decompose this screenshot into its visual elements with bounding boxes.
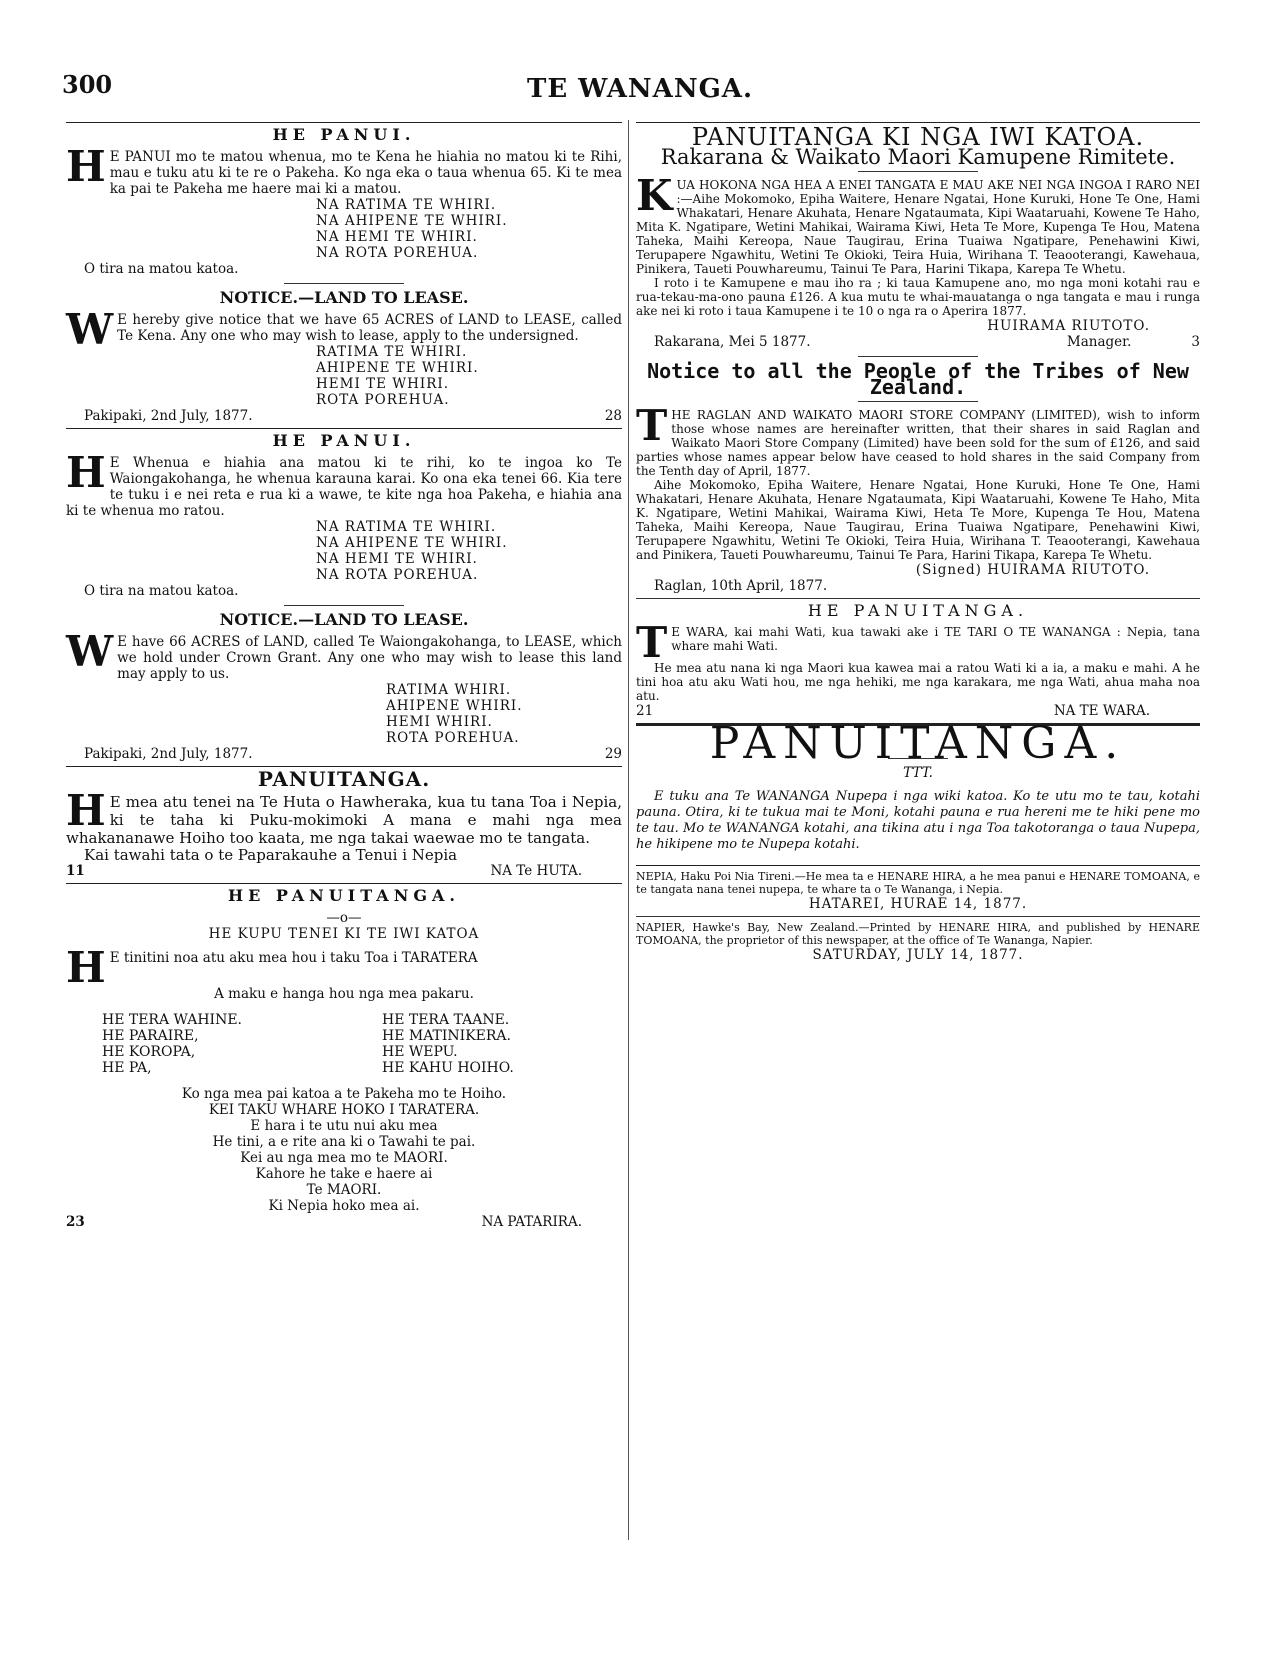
date: Raglan, 10th April, 1877. (654, 578, 828, 594)
left-column (66, 118, 622, 1230)
body (66, 448, 622, 519)
subtitle: Rakarana & Waikato Maori Kamupene Rimitete. (660, 145, 1176, 169)
body: NAPIER, Hawke's Bay, New Zealand.—Printed by HENARE HIRA, and published by HENARE TOMOANA, the proprietor of this newspaper, at the office of Te Wananga, Napier. (636, 921, 1200, 947)
signer: NA HEMI TE WHIRI. (316, 229, 478, 245)
items-grid (102, 1012, 622, 1076)
dateline (654, 334, 1200, 350)
date: Pakipaki, 2nd July, 1877. (84, 408, 253, 424)
body (636, 171, 1200, 276)
heading: PANUITANGA. (257, 767, 431, 791)
signer: RATIMA TE WHIRI. (316, 344, 468, 360)
item: HE PARAIRE, (102, 1028, 199, 1044)
dateline (84, 746, 622, 762)
verse-line: He tini, a e rite ana ki o Tawahi te pai. (212, 1134, 476, 1150)
right-column (636, 118, 1200, 963)
para2: Aihe Mokomoko, Epiha Waitere, Henare Ngatai, Hone Kuruki, Hone Te One, Hami Whakatari, Henare Akuhata, Henare Ngataumata, Kipi Waataruahi, Kowene Te Haho, Mita K. Ngatipare, Wetini Mahikai, Wairama Kiwi, Heta Te More, Kupenga Te Hou, Matena Taheka, Maihi Kereopa, Naue Taugirau, Erina Tuaiwa Ngatipare, Penehawini Kiwi, Terupapere Ngawhitu, Wetini Te Okioki, Teira Huia, Wirihana T. Teaooterangi, Kawehaua and Pinikera, Taueti Pouwhareumu, Tainui Te Para, Harini Tikapa, Karepa Te Whetu. (636, 478, 1200, 562)
drop-cap: H (66, 142, 106, 191)
address-line: Kai tawahi tata o te Paparakauhe a Tenui i Nepia (84, 846, 458, 864)
ad-number: 11 (66, 863, 85, 879)
subheading: HE KUPU TENEI KI TE IWI KATOA (208, 926, 480, 942)
verse-line: Ki Nepia hoko mea ai. (268, 1198, 420, 1214)
imprint-english (636, 921, 1200, 963)
body (66, 786, 622, 847)
drop-cap: K (636, 171, 673, 220)
dateline (66, 863, 622, 879)
item: HE PA, (102, 1060, 152, 1076)
rule (284, 605, 404, 606)
dateline (636, 703, 1200, 719)
notice-2 (66, 612, 622, 762)
heading: HE PANUITANGA. (807, 601, 1029, 620)
rule (66, 122, 622, 123)
rule (858, 171, 978, 172)
para2: I roto i te Kamupene e mau iho ra ; ki taua Kamupene ano, mo nga moni kotahi rau e rua-tekau-ma-ono pauna £126. A kua mutu te whai-mauatanga o nga tangata e mau i runga ake nei ki roto i taua Kamupene i te 10 o nga ra o Aperira 1877. (636, 276, 1200, 318)
body (66, 142, 622, 197)
column-divider (628, 120, 629, 1540)
heading: NOTICE.—LAND TO LEASE. (219, 610, 469, 629)
body (66, 627, 622, 682)
masthead: TE WANANGA. (526, 74, 754, 104)
body-text: E WARA, kai mahi Wati, kua tawaki ake i TE TARI O TE WANANGA : Nepia, tana whare mahi Wati. (671, 625, 1200, 653)
signer: NA RATIMA TE WHIRI. (316, 197, 497, 213)
item: HE TERA WAHINE. (102, 1012, 242, 1028)
panuitanga-huta (66, 767, 622, 879)
signer: HEMI WHIRI. (386, 714, 493, 730)
ad-number: 3 (1191, 334, 1200, 350)
drop-cap: H (66, 448, 106, 497)
panui-2 (66, 433, 622, 599)
heading: HE PANUI. (272, 431, 416, 450)
rule (636, 865, 1200, 866)
signer: NA ROTA POREHUA. (316, 567, 479, 583)
body: NEPIA, Haku Poi Nia Tireni.—He mea ta e HENARE HIRA, a he mea panui e HENARE TOMOANA, e te tangata nana tenei nupepa, te whare ta o Te Wananga, i Nepia. (636, 870, 1200, 896)
ad-number: 23 (66, 1214, 85, 1230)
body-text: E tinitini noa atu aku mea hou i taku Toa i TARATERA (109, 950, 478, 966)
signer: NA AHIPENE TE WHIRI. (316, 213, 508, 229)
rule (636, 598, 1200, 599)
item: HE KAHU HOIHO. (382, 1060, 514, 1076)
title: Notice to all the People of the Tribes of New Zealand. (647, 359, 1189, 399)
verse-line: Kahore he take e haere ai (255, 1166, 433, 1182)
rule (66, 428, 622, 429)
body-text: HE RAGLAN AND WAIKATO MAORI STORE COMPANY (LIMITED), wish to inform those whose names are hereinafter written, that their shares in said Raglan and Waikato Maori Store Company (Limited) have been sold for the sum of £126, and said parties whose names appear below have ceased to hold shares in the said Company from the Tenth day of April, 1877. (636, 408, 1200, 478)
panuitanga-wananga (636, 718, 1200, 853)
title: PANUITANGA. (709, 718, 1127, 769)
panui-1 (66, 127, 622, 277)
item: HE TERA TAANE. (382, 1012, 510, 1028)
dateline (84, 408, 622, 424)
verse-line: Kei au nga mea mo te MAORI. (240, 1150, 448, 1166)
heading: NOTICE.—LAND TO LEASE. (219, 288, 469, 307)
signer: ROTA POREHUA. (316, 392, 450, 408)
body (636, 618, 1200, 667)
body-text: E PANUI mo te matou whenua, mo te Kena he hiahia no matou ki te Rihi, mau e tuku atu ki te re o Pakeha. Ko nga eka o taua whenua 65. Ki te mea ka pai te Pakeha me haere mai ki a matou. (109, 149, 622, 197)
date: Pakipaki, 2nd July, 1877. (84, 746, 253, 762)
heading: HE PANUITANGA. (228, 886, 460, 905)
rule (858, 356, 978, 357)
ornament: —o— (326, 910, 362, 926)
signer: NA HEMI TE WHIRI. (316, 551, 478, 567)
signer: NA Te HUTA. (490, 863, 582, 879)
body: E tuku ana Te WANANGA Nupepa i nga wiki katoa. Ko te utu mo te tau, kotahi pauna. Otira, ki te tukua mai te Moni, kotahi pauna e rua hereni me te hiki pene mo te tau. Mo te WANANGA kotahi, ana tikina atu i nga Toa takotoranga o taua Nupepa, he hikipene mo te Nupepa kotahi. (636, 789, 1200, 852)
panuitanga-wara (636, 603, 1200, 719)
drop-cap: W (66, 627, 114, 676)
closing: O tira na matou katoa. (84, 261, 239, 277)
body (636, 401, 1200, 478)
verse-line: Ko nga mea pai katoa a te Pakeha mo te Hoiho. (181, 1086, 507, 1102)
role-num (1067, 334, 1200, 350)
body-text: UA HOKONA NGA HEA A ENEI TANGATA E MAU AKE NEI NGA INGOA I RARO NEI :—Aihe Mokomoko, Epiha Waitere, Henare Ngatai, Hone Kuruki, Hone Te One, Hami Whakatari, Henare Akuhata, Henare Ngataumata, Kipi Waataruahi, Kowene Te Haho, Mita K. Ngatipare, Wetini Mahikai, Wairama Kiwi, Heta Te More, Kupenga Te Hou, Matena Taheka, Maihi Kereopa, Naue Taugirau, Erina Tuaiwa Ngatipare, Penehawini Kiwi, Terupapere Ngawhitu, Wetini Te Okioki, Teira Huia, Wirihana T. Teaooterangi, Kawehaua, Pinikera, Taueti Pouwhareumu, Tainui Te Para, Harini Tikapa, Karepa Te Whetu. (636, 178, 1200, 276)
drop-cap: H (66, 786, 106, 835)
rule (636, 916, 1200, 917)
body-text: E have 66 ACRES of LAND, called Te Waiongakohanga, to LEASE, which we hold under Crown Grant. Any one who may wish to lease this land may apply to us. (117, 634, 622, 682)
imprint-maori (636, 870, 1200, 912)
closing: O tira na matou katoa. (84, 583, 239, 599)
signer: NA ROTA POREHUA. (316, 245, 479, 261)
signer: ROTA POREHUA. (386, 730, 520, 746)
line: A maku e hanga hou nga mea pakaru. (214, 986, 474, 1002)
signer: HUIRAMA RIUTOTO. (987, 318, 1150, 334)
signer: NA TE WARA. (1053, 703, 1150, 719)
body (66, 943, 622, 992)
signed: (Signed) HUIRAMA RIUTOTO. (915, 562, 1150, 578)
rule (284, 283, 404, 284)
body-text: E hereby give notice that we have 65 ACRES of LAND to LEASE, called Te Kena. Any one who may wish to lease, apply to the undersigned. (117, 312, 622, 344)
date: HATAREI, HURAE 14, 1877. (808, 896, 1028, 912)
drop-cap: T (636, 401, 668, 450)
verse-line: Te MAORI. (306, 1182, 382, 1198)
verse-line: E hara i te utu nui aku mea (250, 1118, 438, 1134)
date: Rakarana, Mei 5 1877. (654, 334, 811, 350)
signer: NA RATIMA TE WHIRI. (316, 519, 497, 535)
drop-cap: H (66, 943, 106, 992)
notice-1 (66, 290, 622, 424)
rule (858, 401, 978, 402)
signer: NA AHIPENE TE WHIRI. (316, 535, 508, 551)
signer: AHIPENE TE WHIRI. (316, 360, 479, 376)
heading: HE PANUI. (272, 125, 416, 144)
item: HE KOROPA, (102, 1044, 196, 1060)
rule (66, 883, 622, 884)
ad-number: 29 (604, 746, 622, 762)
signer: NA PATARIRA. (481, 1214, 582, 1230)
ad-number: 21 (636, 703, 654, 719)
para2: He mea atu nana ki nga Maori kua kawea mai a ratou Wati ki a ia, a maku e mahi. A he tini hoa atu aku Wati hou, me nga hehiki, me nga karakara, me nga Wati, ahua maha noa atu. (636, 661, 1200, 703)
drop-cap: W (66, 305, 114, 354)
item: HE WEPU. (382, 1044, 458, 1060)
verse-line: KEI TAKU WHARE HOKO I TARATERA. (208, 1102, 480, 1118)
role: Manager. (1066, 334, 1132, 350)
body-text: E mea atu tenei na Te Huta o Hawheraka, kua tu tana Toa i Nepia, ki te taha ki Puku-mokimoki A mana e mahi nga mea whakananawe Hoiho too kaata, me nga takai waewae mo te tangata. (66, 793, 622, 847)
signer: AHIPENE WHIRI. (386, 698, 523, 714)
page-number: 300 (62, 70, 113, 99)
dateline (66, 1214, 622, 1230)
drop-cap: T (636, 618, 668, 667)
ornament: TTT. (903, 765, 933, 781)
ad-number: 28 (604, 408, 622, 424)
body-text: E Whenua e hiahia ana matou ki te rihi, ko te ingoa ko Te Waiongakohanga, he whenua karauna karai. Ko ona eka tenei 66. Kia tere te tuku i e nei reta e rua ki a wawe, te kite nga hoa Pakeha, e hiahia ana ki te whenua mo ratou. (66, 455, 622, 519)
title: PANUITANGA KI NGA IWI KATOA. (691, 123, 1145, 151)
panuitanga-taratera (66, 888, 622, 1230)
panuitanga-rakarana (636, 123, 1200, 350)
signer: HEMI TE WHIRI. (316, 376, 449, 392)
item: HE MATINIKERA. (382, 1028, 511, 1044)
notice-tribes (636, 359, 1200, 594)
signer: RATIMA WHIRI. (386, 682, 512, 698)
date: SATURDAY, JULY 14, 1877. (812, 947, 1024, 963)
